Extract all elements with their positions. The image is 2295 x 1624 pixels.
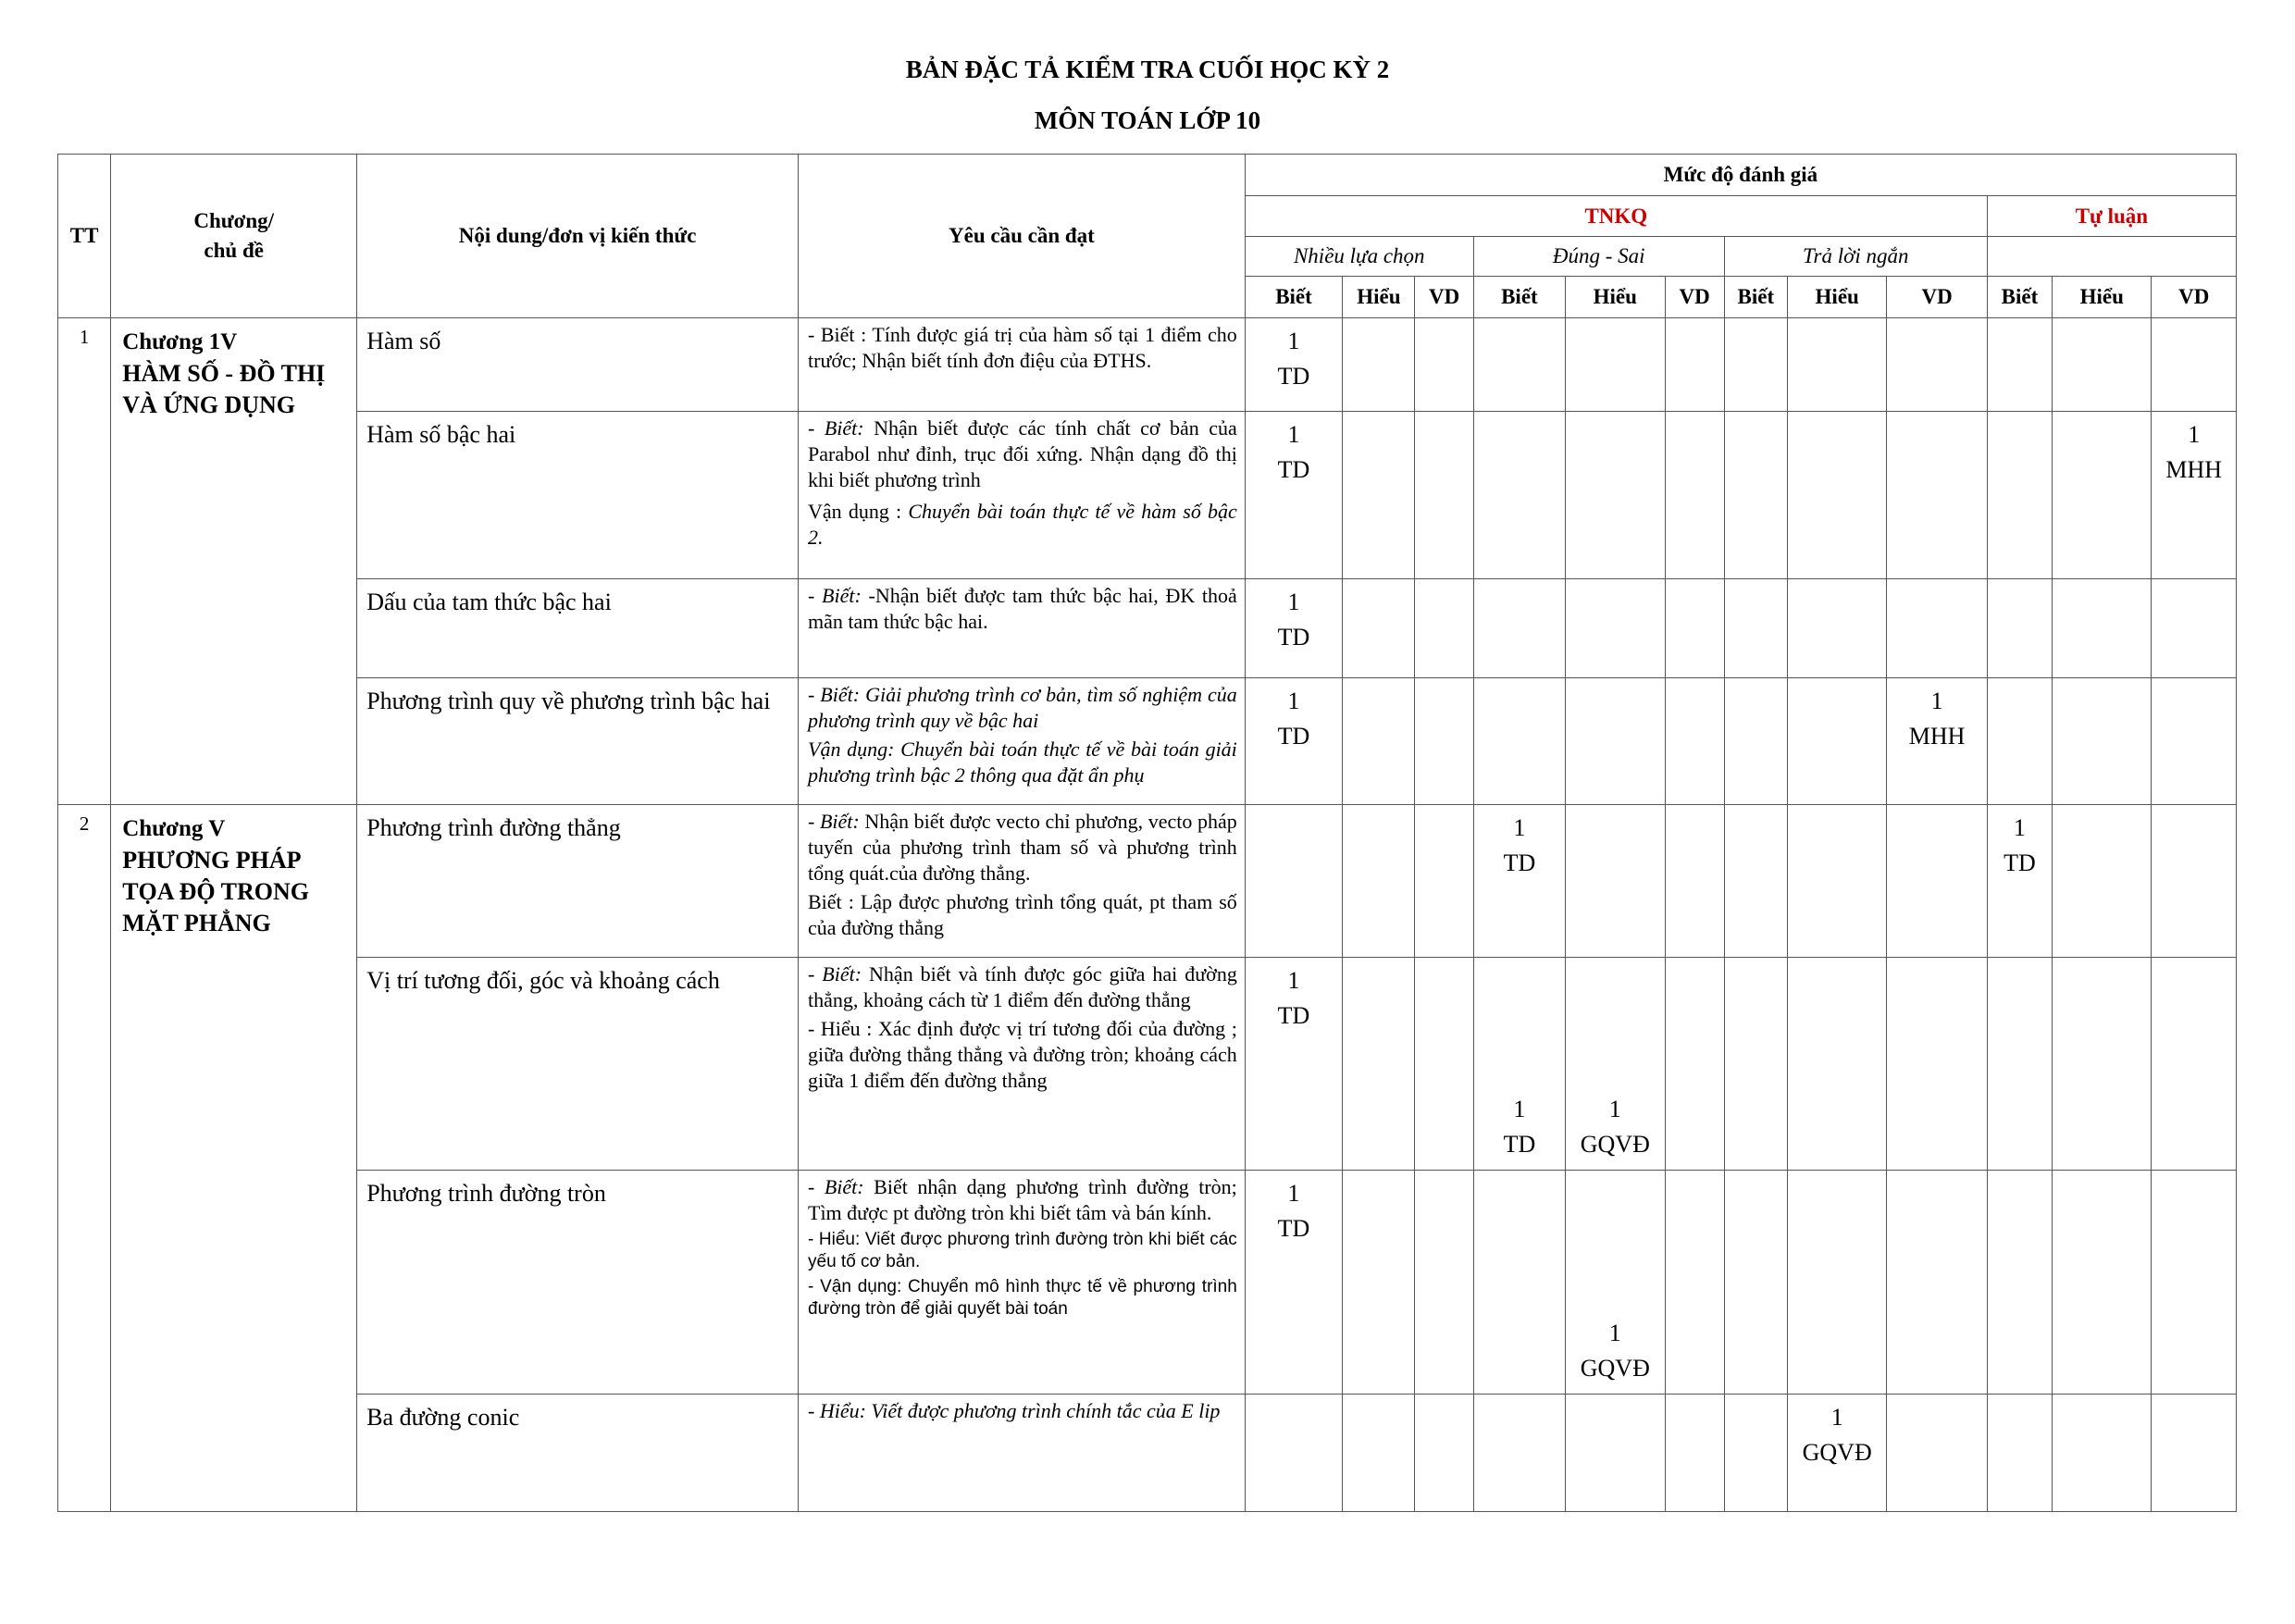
header-tl-vd: VD [2152,277,2237,318]
req-text: Nhận biết được các tính chất cơ bản của Parabol như đỉnh, trục đối xứng. Nhận dạng đồ thị khi biết phương trình [808,416,1237,491]
cell-count: 1 [1930,688,1943,714]
chapter-name: HÀM SỐ - ĐỒ THỊ VÀ ỨNG DỤNG [122,360,326,418]
cell-count: 1 [2013,814,2026,841]
content-cell: Phương trình đường thẳng [357,805,799,958]
cell-count: 1 [1830,1404,1843,1431]
content-cell: Hàm số bậc hai [357,412,799,579]
header-tt: TT [58,155,111,318]
mc-biet-cell [1245,318,1342,412]
header-tu-luan-blank [1987,237,2236,277]
chapter-label: Chương 1V [122,329,238,354]
req-text: Giải phương trình cơ bản, tìm số nghiệm của phương trình quy về bậc hai [808,683,1237,732]
cell-code: MHH [1908,723,1966,750]
chapter-number: 2 [58,805,111,1512]
cell-code: TD [1277,456,1310,483]
tf-hieu-cell [1566,958,1665,1171]
header-sa-vd: VD [1887,277,1987,318]
sa-vd-cell [1887,678,1987,805]
cell-code: TD [1277,624,1310,651]
chapter-number: 1 [58,318,111,805]
content-cell: Phương trình quy về phương trình bậc hai [357,678,799,805]
content-cell: Vị trí tương đối, góc và khoảng cách [357,958,799,1171]
cell-count: 1 [1608,1320,1621,1346]
cell-count: 1 [1608,1096,1621,1122]
specification-table [57,154,2237,1512]
header-tl-biet: Biết [1987,277,2052,318]
table-row [58,678,2237,805]
req-text: Biết : Lập được phương trình tổng quát, pt tham số của đường thẳng [808,890,1237,939]
header-tf-vd: VD [1665,277,1724,318]
cell-code: TD [1503,849,1536,876]
tf-biet-cell [1473,958,1565,1171]
header-mc-hieu: Hiểu [1343,277,1415,318]
header-requirement: Yêu cầu cần đạt [799,155,1246,318]
cell-count: 1 [1513,814,1526,841]
header-chapter-line2: chủ đề [204,239,264,262]
header-true-false: Đúng - Sai [1473,237,1724,277]
req-text: Nhận biết và tính được góc giữa hai đường thẳng, khoảng cách từ 1 điểm đến đường thẳng [808,962,1237,1011]
header-tu-luan: Tự luận [1987,196,2236,237]
mc-biet-cell [1245,579,1342,678]
tf-biet-cell [1473,805,1565,958]
cell-code: TD [1277,1002,1310,1029]
req-text: - Hiểu: Viết được phương trình chính tắc của E lip [808,1399,1221,1422]
cell-count: 1 [1287,589,1300,615]
tl-vd-cell [2152,412,2237,579]
header-mc-biet: Biết [1245,277,1342,318]
req-prefix: Vận dụng : [808,500,909,523]
content-cell: Hàm số [357,318,799,412]
tf-hieu-cell [1566,1171,1665,1395]
chapter-title [111,318,357,805]
header-sa-hieu: Hiểu [1787,277,1886,318]
mc-biet-cell [1245,958,1342,1171]
requirement-cell [799,1395,1246,1512]
req-text: Nhận biết được vecto chỉ phương, vecto pháp tuyến của phương trình tham số và phương trình tổng quát.của đường thẳng. [808,810,1237,885]
cell-count: 1 [1513,1096,1526,1122]
chapter-label: Chương V [122,816,226,841]
mc-biet-cell [1245,412,1342,579]
req-text: Chuyển bài toán thực tế về hàm số bậc 2. [808,500,1237,549]
cell-code: TD [1277,723,1310,750]
header-level: Mức độ đánh giá [1245,155,2236,196]
header-tf-biet: Biết [1473,277,1565,318]
cell-count: 1 [1287,1180,1300,1207]
cell-code: TD [1277,1215,1310,1242]
cell-code: TD [1503,1131,1536,1158]
req-text: -Nhận biết được tam thức bậc hai, ĐK thoả mãn tam thức bậc hai. [808,584,1237,633]
requirement-cell [799,412,1246,579]
header-sa-biet: Biết [1724,277,1787,318]
table-row [58,958,2237,1171]
document-title: BẢN ĐẶC TẢ KIỂM TRA CUỐI HỌC KỲ 2 [905,56,1390,83]
table-row [58,579,2237,678]
cell-count: 1 [1287,421,1300,448]
header-tnkq: TNKQ [1245,196,1987,237]
table-row [58,412,2237,579]
header-short-answer: Trả lời ngắn [1724,237,1987,277]
requirement-cell [799,958,1246,1171]
content-cell: Dấu của tam thức bậc hai [357,579,799,678]
mc-biet-cell [1245,678,1342,805]
req-prefix: - Biết: [808,683,866,706]
table-row [58,1395,2237,1512]
content-cell: Phương trình đường tròn [357,1171,799,1395]
requirement-cell [799,805,1246,958]
req-text: - Hiểu : Xác định được vị trí tương đối của đường ; giữa đường thẳng thẳng và đường tròn; khoảng cách giữa 1 điểm đến đường thẳng [808,1017,1237,1092]
cell-code: GQVĐ [1802,1439,1872,1466]
cell-code: GQVĐ [1580,1355,1650,1382]
req-prefix: - Biết: [808,416,875,440]
req-text: Tính được giá trị của hàm số tại 1 điểm cho trước; Nhận biết tính đơn điệu của ĐTHS. [808,323,1237,372]
header-chapter-line1: Chương/ [193,209,275,232]
requirement-cell [799,678,1246,805]
tl-biet-cell [1987,805,2052,958]
cell-count: 1 [1287,967,1300,994]
req-prefix: - Biết: [808,810,865,833]
req-prefix: - Biết : [808,323,873,346]
requirement-cell [799,318,1246,412]
req-text: Vận dụng: Chuyển bài toán thực tế về bài toán giải phương trình bậc 2 thông qua đặt ẩn phụ [808,738,1237,787]
req-text: - Vận dụng: Chuyển mô hình thực tế về phương trình đường tròn để giải quyết bài toán [808,1277,1237,1319]
table-row [58,805,2237,958]
cell-count: 1 [1287,688,1300,714]
requirement-cell [799,1171,1246,1395]
mc-biet-cell [1245,1171,1342,1395]
req-prefix: - Biết: [808,1175,875,1198]
cell-code: GQVĐ [1580,1131,1650,1158]
content-cell: Ba đường conic [357,1395,799,1512]
cell-count: 1 [2188,421,2201,448]
header-tf-hieu: Hiểu [1566,277,1665,318]
req-prefix: - Biết: [808,962,870,986]
cell-code: TD [2003,849,2036,876]
chapter-title [111,805,357,1512]
cell-code: MHH [2165,456,2223,483]
req-text: - Hiểu: Viết được phương trình đường tròn khi biết các yếu tố cơ bản. [808,1230,1237,1271]
cell-code: TD [1277,363,1310,390]
header-tl-hieu: Hiểu [2053,277,2152,318]
header-content: Nội dung/đơn vị kiến thức [357,155,799,318]
chapter-name: PHƯƠNG PHÁP TỌA ĐỘ TRONG MẶT PHẲNG [122,847,309,936]
table-row [58,318,2237,412]
requirement-cell [799,579,1246,678]
cell-count: 1 [1287,328,1300,354]
table-row [58,1171,2237,1395]
header-mc-vd: VD [1415,277,1473,318]
document-subtitle: MÔN TOÁN LỚP 10 [1034,106,1261,134]
sa-hieu-cell [1787,1395,1886,1512]
header-multiple-choice: Nhiều lựa chọn [1245,237,1473,277]
req-text: Biết nhận dạng phương trình đường tròn; Tìm được pt đường tròn khi biết tâm và bán kính. [808,1175,1237,1224]
req-prefix: - Biết: [808,584,869,607]
header-chapter [111,155,357,318]
